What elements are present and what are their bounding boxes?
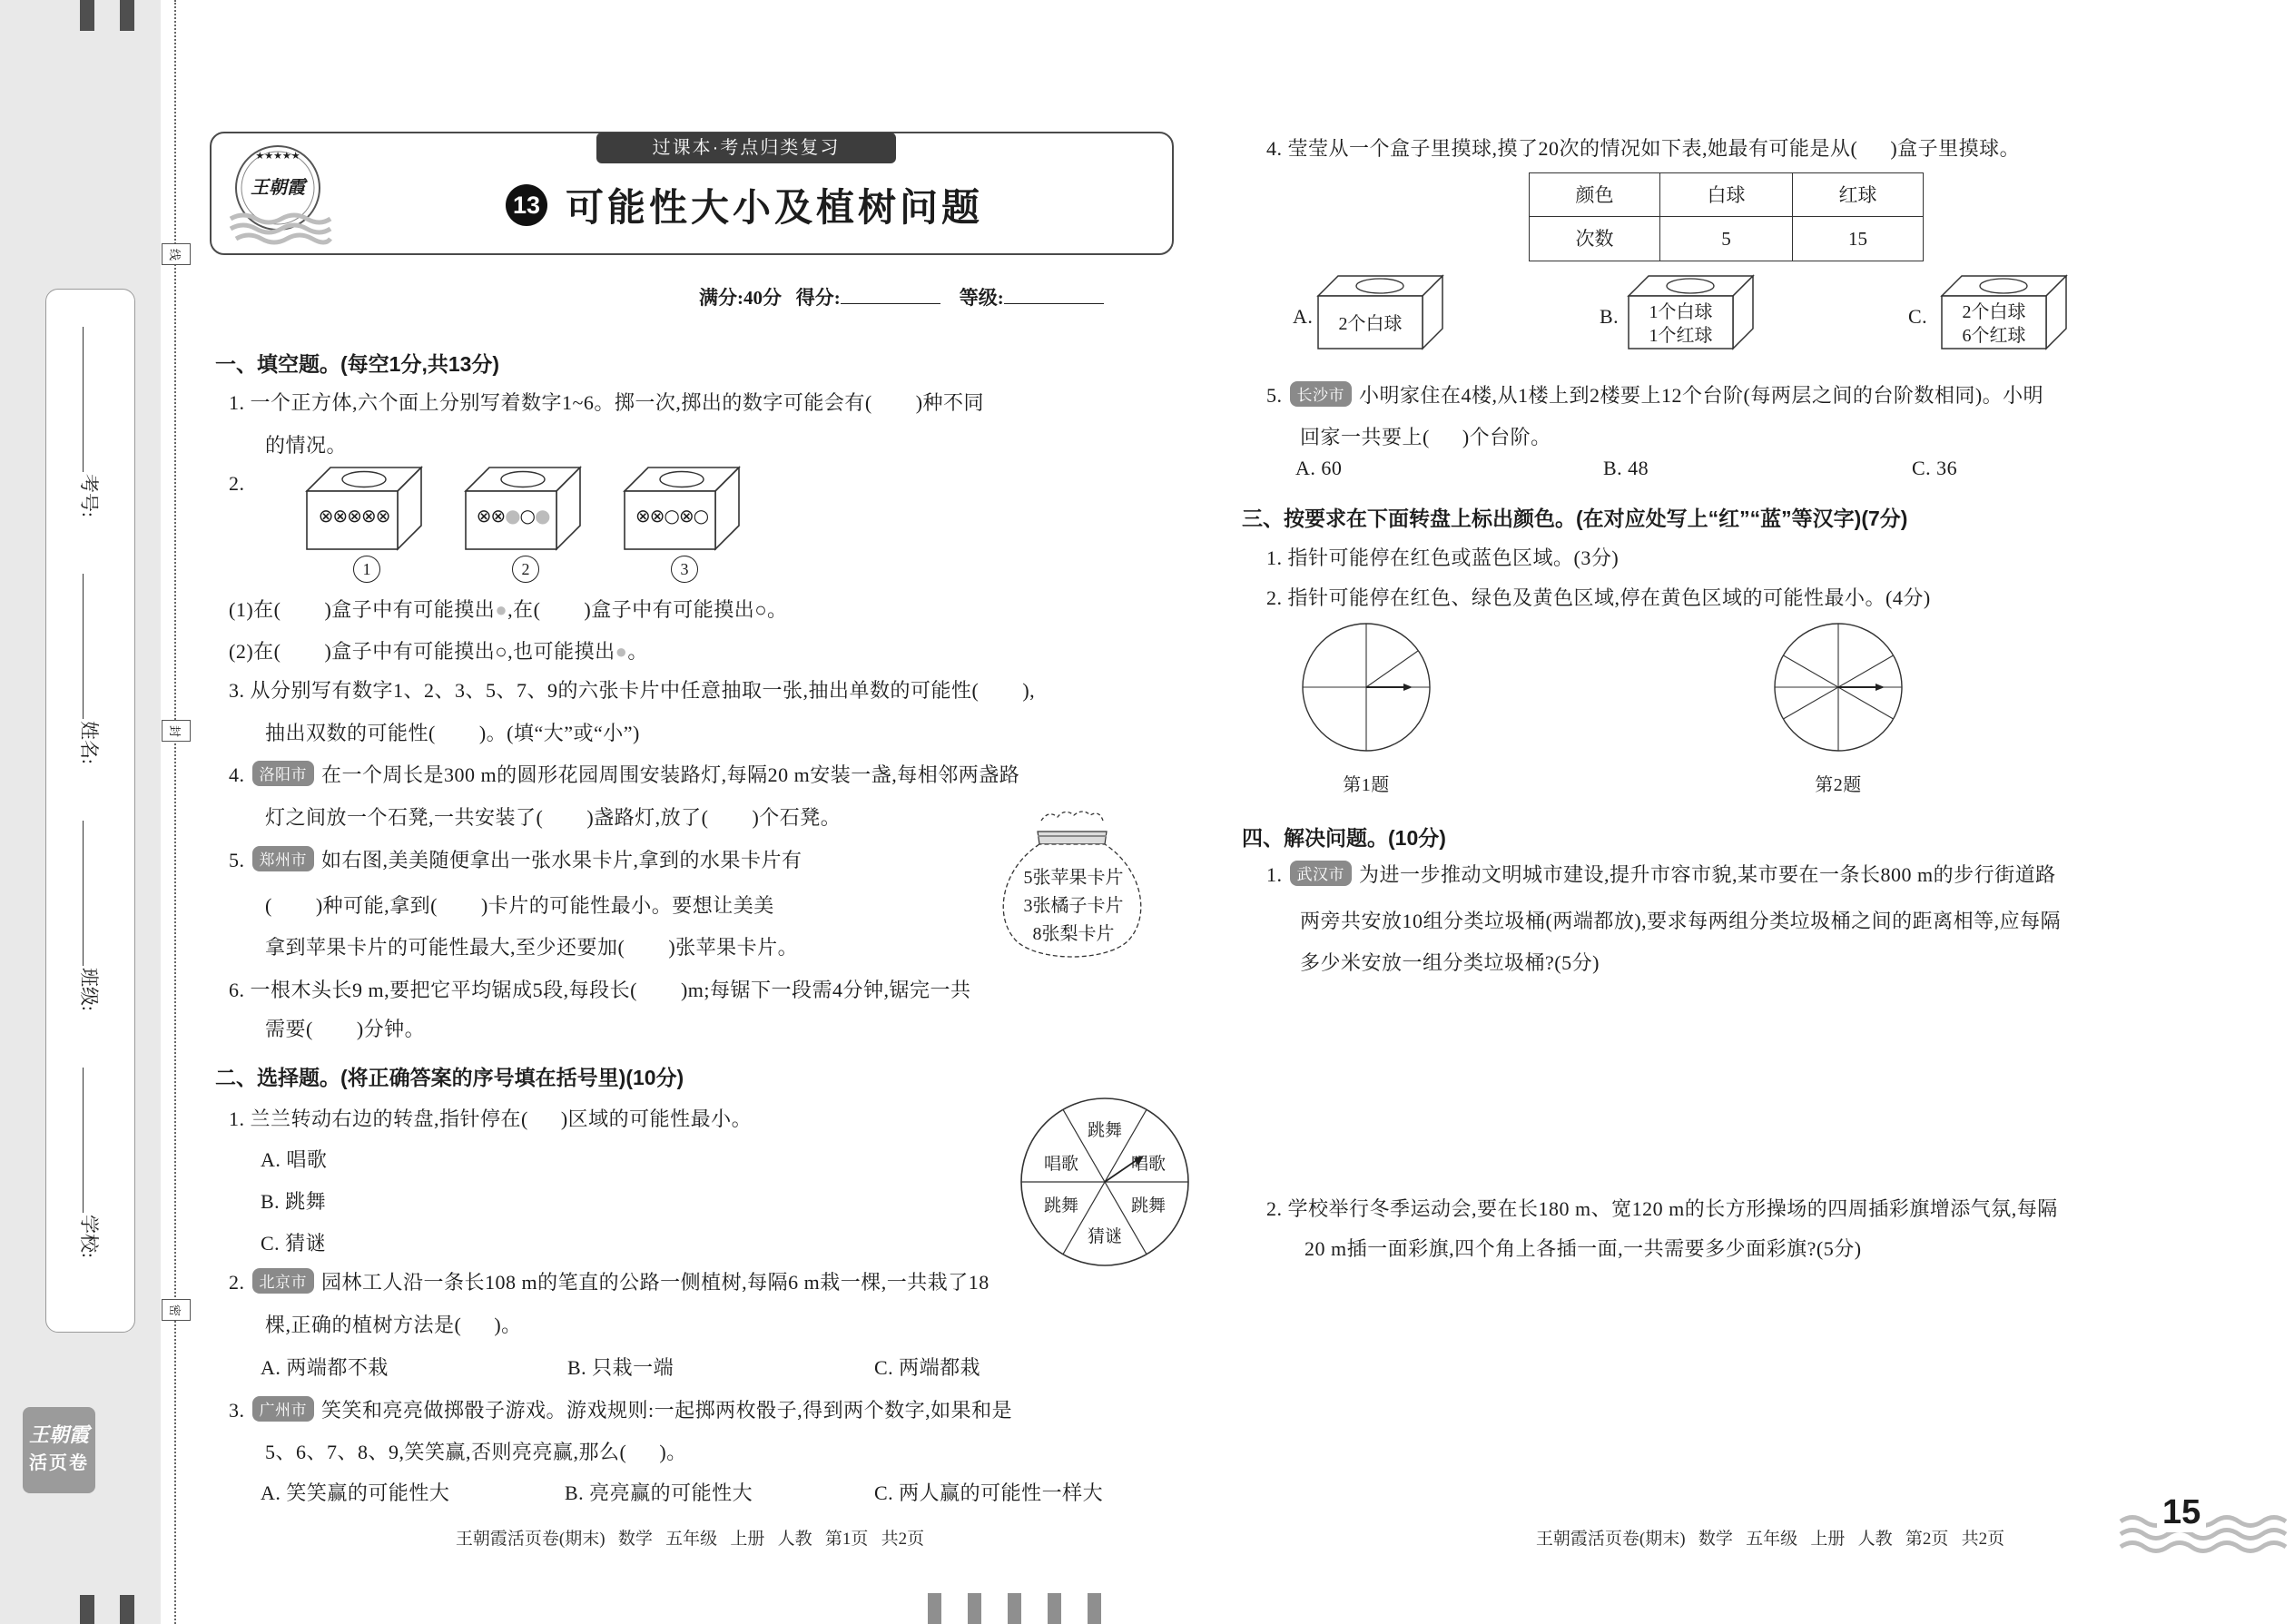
city-badge-guangzhou: 广州市 (252, 1396, 315, 1422)
s2q4-line1: 4. 莹莹从一个盒子里摸球,摸了20次的情况如下表,她最有可能是从( )盒子里摸球。 (1266, 137, 2021, 160)
fig1-caption: 第1题 (1343, 775, 1390, 795)
brand-logo-series: 活页卷 (29, 1453, 89, 1473)
footer-left-page: 王朝霞活页卷(期末) 数学 五年级 上册 人教 第1页 共2页 (455, 1530, 925, 1549)
s4p2-line1: 2. 学校举行冬季运动会,要在长180 m、宽120 m的长方形操场的四周插彩旗增添气氛,每隔 (1266, 1197, 2058, 1220)
q3-line1: 3. 从分别写有数字1、2、3、5、7、9的六张卡片中任意抽取一张,抽出单数的可能性( ), (229, 679, 1036, 702)
optA-box-text: 2个白球 (1338, 314, 1403, 334)
spinner-sector-top: 跳舞 (1087, 1121, 1123, 1140)
ball-box-1-balls: ⊗⊗⊗⊗⊗ (318, 505, 390, 527)
optA-label: A. (1293, 305, 1314, 328)
registration-mark (80, 0, 94, 31)
s2q3-optB: B. 亮亮赢的可能性大 (565, 1481, 753, 1504)
ball-box-3-balls: ⊗⊗○⊗○ (635, 505, 709, 527)
s2q1-optC: C. 猜谜 (261, 1232, 327, 1255)
page-number-waves (2121, 1514, 2294, 1561)
school-label: 学校: (78, 1215, 100, 1258)
ball-box-2-balls: ⊗⊗●○● (476, 505, 550, 527)
header-badge: 过课本·考点归类复习 (596, 133, 896, 163)
q5-line1: 5. 郑州市 如右图,美美随便拿出一张水果卡片,拿到的水果卡片有 (229, 845, 802, 873)
blank-spinner-1 (1294, 620, 1439, 758)
brand-logo (23, 1407, 95, 1493)
grade-label: 等级: (959, 287, 1004, 309)
s4p1-line3: 多少米安放一组分类垃圾桶?(5分) (1300, 951, 1600, 974)
seal-mark-feng: 封 (162, 720, 191, 742)
lesson-title: 可能性大小及植树问题 (565, 186, 983, 229)
emblem-brand-text: 王朝霞 (251, 178, 305, 198)
score-line (699, 283, 1104, 310)
optC-label: C. (1908, 305, 1928, 328)
q1-line1: 1. 一个正方体,六个面上分别写着数字1~6。掷一次,掷出的数字可能会有( )种不同 (229, 391, 985, 414)
city-badge-luoyang: 洛阳市 (252, 761, 315, 786)
exam-number-blank (83, 327, 98, 472)
section3-title: 三、按要求在下面转盘上标出颜色。(在对应处写上“红”“蓝”等汉字)(7分) (1242, 507, 1908, 530)
table-cell-red-count: 15 (1848, 228, 1867, 250)
s4p2-line2: 20 m插一面彩旗,四个角上各插一面,一共需要多少面彩旗?(5分) (1305, 1237, 1862, 1260)
optB-label: B. (1600, 305, 1620, 328)
gray-ball: ● (615, 640, 628, 663)
blank-spinner-2 (1766, 620, 1911, 758)
table-header-color: 颜色 (1530, 173, 1660, 217)
class-field (76, 821, 103, 1011)
s2q1-optB: B. 跳舞 (261, 1190, 327, 1213)
seal-mark-mi: 密 (162, 1299, 191, 1321)
table-header-red-ball: 红球 (1793, 173, 1923, 217)
q3-line2: 抽出双数的可能性( )。(填“大”或“小”) (265, 722, 640, 744)
s2q5-line2: 回家一共要上( )个台阶。 (1300, 426, 1551, 448)
s2q2-line1: 2. 北京市 园林工人沿一条长108 m的笔直的公路一侧植树,每隔6 m栽一棵,一共栽了18 (229, 1267, 989, 1295)
school-blank (83, 1068, 98, 1213)
s2q2-optA: A. 两端都不栽 (261, 1356, 389, 1379)
lesson-number-badge: 13 (506, 184, 547, 226)
draw-result-table (1529, 172, 1924, 261)
s2q3-optA: A. 笑笑赢的可能性大 (261, 1481, 450, 1504)
q1-line2: 的情况。 (265, 434, 348, 457)
exam-number-field (76, 327, 103, 517)
s4p1-line2: 两旁共安放10组分类垃圾桶(两端都放),要求每两组分类垃圾桶之间的距离相等,应每隔 (1300, 910, 2062, 932)
section2-title: 二、选择题。(将正确答案的序号填在括号里)(10分) (215, 1066, 684, 1089)
gray-ball: ● (505, 505, 520, 527)
gray-ball: ● (534, 505, 550, 527)
box2-label: 2 (512, 556, 539, 583)
spinner-sector-upper-left: 唱歌 (1043, 1155, 1079, 1174)
q2-number: 2. (229, 472, 245, 495)
s2q2-line2: 棵,正确的植树方法是( )。 (265, 1314, 522, 1336)
q5-line2: ( )种可能,拿到( )卡片的可能性最小。要想让美美 (265, 894, 774, 917)
score-blank (841, 289, 940, 304)
registration-mark (1088, 1593, 1101, 1624)
q4-line2: 灯之间放一个石凳,一共安装了( )盏路灯,放了( )个石凳。 (265, 806, 842, 829)
brand-logo-name: 王朝霞 (28, 1423, 89, 1446)
s3-item1: 1. 指针可能停在红色或蓝色区域。(3分) (1266, 546, 1620, 569)
name-field (76, 574, 103, 764)
s2q3-line2: 5、6、7、8、9,笑笑赢,否则亮亮赢,那么( )。 (265, 1441, 687, 1463)
full-score-label: 满分:40分 (699, 287, 782, 309)
registration-mark (968, 1593, 981, 1624)
box1-label: 1 (353, 556, 380, 583)
publisher-emblem (227, 139, 332, 248)
q2-fill1: (1)在( )盒子中有可能摸出●,在( )盒子中有可能摸出○。 (229, 598, 788, 621)
q5-line3: 拿到苹果卡片的可能性最大,至少还要加( )张苹果卡片。 (265, 936, 799, 959)
table-cell-white-count: 5 (1660, 217, 1793, 261)
q4-line1: 4. 洛阳市 在一个周长是300 m的圆形花园周围安装路灯,每隔20 m安装一盏,每相邻两盏路 (229, 760, 1019, 788)
svg-text:★★★★★: ★★★★★ (255, 151, 300, 162)
s2q3-optC: C. 两人赢的可能性一样大 (874, 1481, 1104, 1504)
registration-mark (80, 1595, 94, 1624)
s2q3-line1: 3. 广州市 笑笑和亮亮做掷骰子游戏。游戏规则:一起掷两枚骰子,得到两个数字,如果和是 (229, 1395, 1012, 1423)
optB-box-text: 1个白球 1个红球 (1649, 302, 1713, 346)
spinner-sector-upper-right: 唱歌 (1130, 1155, 1167, 1174)
q6-line1: 6. 一根木头长9 m,要把它平均锯成5段,每段长( )m;每锯下一段需4分钟,锯完一共 (229, 979, 971, 1001)
city-badge-zhengzhou: 郑州市 (252, 846, 315, 871)
fig2-caption: 第2题 (1815, 775, 1862, 795)
page-number: 15 (2157, 1493, 2206, 1532)
city-badge-changsha: 长沙市 (1290, 381, 1353, 407)
footer-right-page: 王朝霞活页卷(期末) 数学 五年级 上册 人教 第2页 共2页 (1535, 1530, 2005, 1549)
city-badge-wuhan: 武汉市 (1290, 861, 1353, 886)
s2q5-optA: A. 60 (1295, 457, 1343, 479)
section4-title: 四、解决问题。(10分) (1242, 826, 1446, 850)
s2q5-optC: C. 36 (1912, 457, 1958, 479)
table-header-white-ball: 白球 (1660, 173, 1793, 217)
s2q5-optB: B. 48 (1603, 457, 1649, 479)
school-field (76, 1068, 103, 1258)
table-cell-times-label: 次数 (1530, 217, 1660, 261)
page-title (345, 178, 1144, 232)
s2q5-line1: 5. 长沙市 小明家住在4楼,从1楼上到2楼要上12个台阶(每两层之间的台阶数相同)。小明 (1266, 380, 2043, 408)
name-label: 姓名: (78, 721, 100, 764)
grade-blank (1004, 289, 1104, 304)
section1-title: 一、填空题。(每空1分,共13分) (215, 352, 500, 376)
registration-mark (928, 1593, 941, 1624)
seal-mark-xian: 线 (162, 243, 191, 265)
registration-mark (1008, 1593, 1021, 1624)
class-blank (83, 821, 98, 966)
s2q2-optB: B. 只栽一端 (567, 1356, 674, 1379)
s2q1-line: 1. 兰兰转动右边的转盘,指针停在( )区域的可能性最小。 (229, 1107, 753, 1130)
bag-contents: 5张苹果卡片 3张橘子卡片 8张梨卡片 (1023, 868, 1124, 944)
q6-line2: 需要( )分钟。 (265, 1018, 426, 1040)
s2q2-optC: C. 两端都栽 (874, 1356, 981, 1379)
s4p1-line1: 1. 武汉市 为进一步推动文明城市建设,提升市容市貌,某市要在一条长800 m的步行街道路 (1266, 860, 2056, 888)
spinner-sector-bottom: 猜谜 (1087, 1227, 1123, 1246)
name-blank (83, 574, 98, 719)
s2q1-optA: A. 唱歌 (261, 1148, 328, 1171)
s3-item2: 2. 指针可能停在红色、绿色及黄色区域,停在黄色区域的可能性最小。(4分) (1266, 586, 1931, 609)
class-label: 班级: (78, 968, 100, 1011)
spinner-sector-lower-left: 跳舞 (1043, 1196, 1079, 1216)
activity-spinner (1009, 1086, 1201, 1278)
exam-number-label: 考号: (78, 474, 100, 517)
spinner-sector-lower-right: 跳舞 (1130, 1196, 1167, 1216)
gray-ball: ● (495, 598, 508, 621)
registration-mark (120, 1595, 134, 1624)
score-label: 得分: (795, 287, 841, 309)
city-badge-beijing: 北京市 (252, 1268, 315, 1294)
registration-mark (120, 0, 134, 31)
registration-mark (1048, 1593, 1061, 1624)
optC-box-text: 2个白球 6个红球 (1962, 302, 2026, 346)
q2-fill2: (2)在( )盒子中有可能摸出○,也可能摸出●。 (229, 640, 648, 663)
box3-label: 3 (671, 556, 698, 583)
